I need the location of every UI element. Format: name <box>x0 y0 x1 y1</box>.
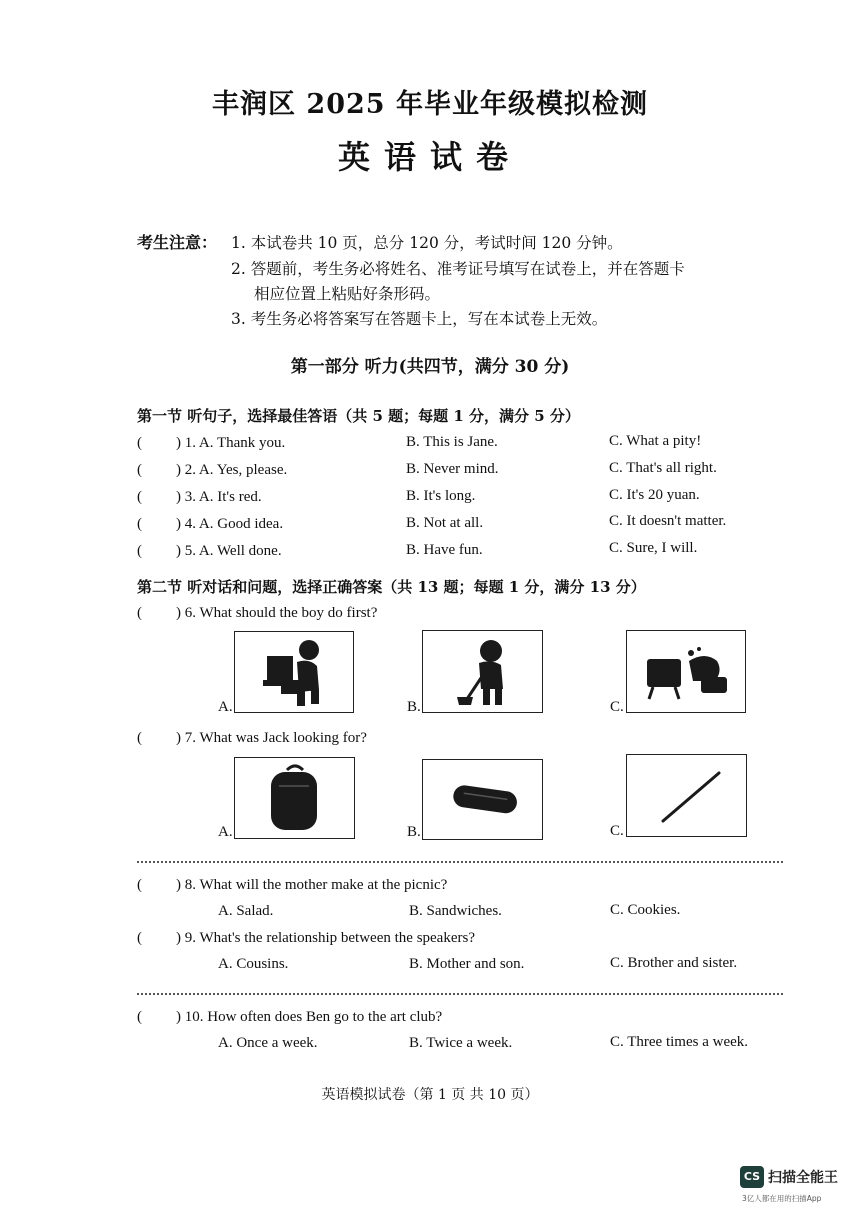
question-1-option-b: B. This is Jane. <box>406 434 498 450</box>
part1-title: 第一部分 听力(共四节，满分 30 分) <box>290 357 570 377</box>
pencil-case-icon <box>423 760 542 839</box>
notice-item-2: 2. 答题前，考生务必将姓名、准考证号填写在试卷上，并在答题卡 <box>231 260 685 278</box>
q6-label-c: C. <box>610 699 624 715</box>
q7-label-b: B. <box>407 824 421 840</box>
answer-paren[interactable]: ( <box>137 605 142 621</box>
answer-paren[interactable]: ( <box>137 543 142 559</box>
backpack-icon <box>235 758 354 838</box>
question-5-option-c: C. Sure, I will. <box>609 540 698 556</box>
boy-sweeping-icon <box>423 631 542 712</box>
q7-image-b[interactable] <box>422 759 543 840</box>
question-9-option-b: B. Mother and son. <box>409 956 525 972</box>
answer-paren[interactable]: ( <box>137 462 142 478</box>
question-5-option-b: B. Have fun. <box>406 542 483 558</box>
question-3-option-c: C. It's 20 yuan. <box>609 487 700 503</box>
answer-paren[interactable]: ( <box>137 930 142 946</box>
q6-label-b: B. <box>407 699 421 715</box>
question-3-option-a: ) 3. A. It's red. <box>176 489 262 505</box>
question-5-option-a: ) 5. A. Well done. <box>176 543 282 559</box>
tv-and-food-icon <box>627 631 745 712</box>
q7-label-c: C. <box>610 823 624 839</box>
question-1-option-c: C. What a pity! <box>609 433 702 449</box>
divider <box>137 861 783 863</box>
q6-label-a: A. <box>218 699 233 715</box>
boy-at-computer-icon <box>235 632 353 712</box>
subject-title: 英语试卷 <box>337 138 522 176</box>
q6-image-a[interactable] <box>234 631 354 713</box>
answer-paren[interactable]: ( <box>137 516 142 532</box>
notice-item-3: 3. 考生务必将答案写在答题卡上，写在本试卷上无效。 <box>231 310 608 328</box>
answer-paren[interactable]: ( <box>137 730 142 746</box>
answer-paren[interactable]: ( <box>137 1009 142 1025</box>
watermark-name: 扫描全能王 <box>768 1170 838 1186</box>
section2-title: 第二节 听对话和问题，选择正确答案（共 13 题；每题 1 分，满分 13 分） <box>137 578 646 596</box>
question-8-option-b: B. Sandwiches. <box>409 903 502 919</box>
q6-image-c[interactable] <box>626 630 746 713</box>
question-8-option-c: C. Cookies. <box>610 902 681 918</box>
question-2-option-b: B. Never mind. <box>406 461 499 477</box>
question-9-option-a: A. Cousins. <box>218 956 289 972</box>
question-6-stem: ) 6. What should the boy do first? <box>176 605 378 621</box>
divider <box>137 993 783 995</box>
question-10-option-c: C. Three times a week. <box>610 1034 749 1050</box>
question-4-option-a: ) 4. A. Good idea. <box>176 516 284 532</box>
scanner-watermark <box>740 1166 850 1206</box>
question-10-option-a: A. Once a week. <box>218 1035 318 1051</box>
question-2-option-a: ) 2. A. Yes, please. <box>176 462 288 478</box>
watermark-subtitle: 3亿人都在用的扫描App <box>742 1194 822 1203</box>
q6-image-b[interactable] <box>422 630 543 713</box>
question-3-option-b: B. It's long. <box>406 488 476 504</box>
section1-title: 第一节 听句子，选择最佳答语（共 5 题；每题 1 分，满分 5 分） <box>137 407 580 425</box>
question-4-option-c: C. It doesn't matter. <box>609 513 727 529</box>
camscanner-logo-icon: CS <box>740 1166 764 1188</box>
notice-item-1: 1. 本试卷共 10 页，总分 120 分，考试时间 120 分钟。 <box>231 234 623 252</box>
question-8-stem: ) 8. What will the mother make at the picnic? <box>176 877 448 893</box>
q7-image-a[interactable] <box>234 757 355 839</box>
q7-label-a: A. <box>218 824 233 840</box>
question-2-option-c: C. That's all right. <box>609 460 717 476</box>
exam-title: 丰润区 2025 年毕业年级模拟检测 <box>212 89 648 120</box>
question-9-stem: ) 9. What's the relationship between the speakers? <box>176 930 475 946</box>
notice-label: 考生注意： <box>137 233 218 252</box>
answer-paren[interactable]: ( <box>137 877 142 893</box>
question-8-option-a: A. Salad. <box>218 903 274 919</box>
question-10-option-b: B. Twice a week. <box>409 1035 513 1051</box>
question-4-option-b: B. Not at all. <box>406 515 484 531</box>
pen-icon <box>627 755 746 836</box>
question-7-stem: ) 7. What was Jack looking for? <box>176 730 367 746</box>
answer-paren[interactable]: ( <box>137 435 142 451</box>
page-footer: 英语模拟试卷（第 1 页 共 10 页） <box>321 1087 539 1103</box>
answer-paren[interactable]: ( <box>137 489 142 505</box>
question-10-stem: ) 10. How often does Ben go to the art club? <box>176 1009 443 1025</box>
q7-image-c[interactable] <box>626 754 747 837</box>
question-1-option-a: ) 1. A. Thank you. <box>176 435 286 451</box>
notice-item-2-cont: 相应位置上粘贴好条形码。 <box>254 285 441 303</box>
question-9-option-c: C. Brother and sister. <box>610 955 738 971</box>
